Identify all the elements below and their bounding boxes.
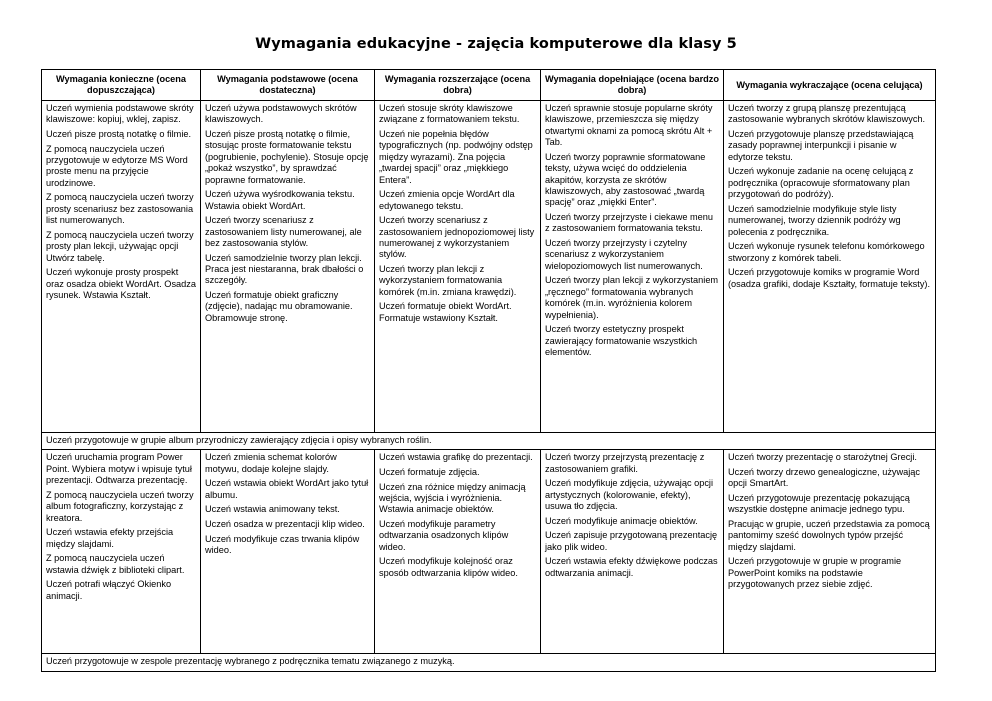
table-row-group-task-album bbox=[42, 433, 936, 450]
requirement-item: Uczeń zna różnice między animacją wejścia, wyjścia i wyróżnienia. Wstawia animacje obiektów. bbox=[379, 481, 526, 515]
requirement-item: Pracując w grupie, uczeń przedstawia za pomocą pantomimy sześć dowolnych typów przejść między slajdami. bbox=[728, 519, 930, 552]
document-title: Wymagania edukacyjne - zajęcia komputerowe dla klasy 5 bbox=[255, 36, 737, 52]
requirement-item: Uczeń pisze prostą notatkę o filmie. bbox=[46, 129, 192, 139]
header-cell-wykraczajace: Wymagania wykraczające (ocena celująca) bbox=[724, 70, 936, 101]
group-task-cell: Uczeń przygotowuje w zespole prezentację wybranego z podręcznika tematu związanego z muzyką. bbox=[42, 654, 936, 671]
requirement-item: Uczeń sprawnie stosuje popularne skróty klawiszowe, przemieszcza się między otwartymi oknami za pomocą skrótu Alt + Tab. bbox=[545, 103, 713, 148]
requirement-item: Uczeń tworzy przejrzyste i ciekawe menu z zastosowaniem formatowania tekstu. bbox=[545, 212, 713, 234]
requirement-item: Uczeń używa wyśrodkowania tekstu. Wstawia obiekt WordArt. bbox=[205, 189, 355, 211]
group-task-cell: Uczeń przygotowuje w grupie album przyrodniczy zawierający zdjęcia i opisy wybranych roślin. bbox=[42, 433, 936, 450]
requirement-item: Uczeń wymienia podstawowe skróty klawiszowe: kopiuj, wklej, zapisz. bbox=[46, 103, 194, 125]
requirement-item: Uczeń modyfikuje parametry odtwarzania osadzonych klipów wideo. bbox=[379, 519, 509, 552]
requirement-item: Uczeń wstawia obiekt WordArt jako tytuł albumu. bbox=[205, 478, 369, 500]
requirement-item: Uczeń tworzy z grupą planszę prezentującą zastosowanie wybranych skrótów klawiszowych. bbox=[728, 103, 926, 125]
requirement-item: Uczeń formatuje obiekt graficzny (zdjęcie), nadając mu obramowanie. Obramowuje stronę. bbox=[205, 290, 353, 323]
requirement-item: Z pomocą nauczyciela uczeń tworzy album fotograficzny, korzystając z kreatora. bbox=[46, 489, 194, 523]
table-cell bbox=[42, 101, 201, 433]
requirement-item: Uczeń wstawia efekty przejścia między slajdami. bbox=[46, 527, 174, 549]
requirement-item: Uczeń wykonuje zadanie na ocenę celującą z podręcznika (opracowuje sformatowany plan przygotowań do podróży). bbox=[728, 166, 914, 200]
requirement-item: Uczeń wstawia animowany tekst. bbox=[205, 504, 340, 515]
requirement-item: Z pomocą nauczyciela uczeń przygotowuje w edytorze MS Word proste menu na przyjęcie urodzinowe. bbox=[46, 143, 188, 188]
requirement-item: Uczeń osadza w prezentacji klip wideo. bbox=[205, 519, 365, 529]
table-cell bbox=[42, 450, 201, 654]
requirement-item: Uczeń tworzy estetyczny prospekt zawierający formatowanie wszystkich elementów. bbox=[545, 324, 698, 358]
table-row-group-task-music bbox=[42, 654, 936, 671]
requirements-table bbox=[41, 69, 936, 672]
requirement-item: Uczeń wykonuje prosty prospekt oraz osadza obiekt WordArt. Osadza rysunek. Wstawia Kształt. bbox=[46, 267, 196, 301]
table-cell bbox=[724, 101, 936, 433]
table-row-word-processing bbox=[42, 101, 936, 433]
requirement-item: Uczeń wstawia efekty dźwiękowe podczas odtwarzania animacji. bbox=[545, 556, 718, 578]
table-cell bbox=[201, 450, 375, 654]
header-cell-rozszerzajace: Wymagania rozszerzające (ocena dobra) bbox=[375, 70, 541, 101]
requirement-item: Uczeń przygotowuje prezentację pokazującą wszystkie dostępne animacje jednego typu. bbox=[728, 493, 910, 515]
requirement-item: Uczeń stosuje skróty klawiszowe związane z formatowaniem tekstu. bbox=[379, 103, 520, 125]
table-cell bbox=[375, 101, 541, 433]
requirement-item: Z pomocą nauczyciela uczeń wstawia dźwięk z biblioteki clipart. bbox=[46, 553, 185, 575]
requirement-item: Uczeń nie popełnia błędów typograficznych (np. podwójny odstęp między wyrazami). Zna pojęcia „twardej spacji” oraz „miękkiego Entera”. bbox=[379, 129, 533, 185]
table-row-presentations bbox=[42, 450, 936, 654]
requirement-item: Uczeń potrafi włączyć Okienko animacji. bbox=[46, 579, 172, 601]
requirement-item: Uczeń modyfikuje kolejność oraz sposób odtwarzania klipów wideo. bbox=[379, 556, 518, 578]
table-cell bbox=[541, 101, 724, 433]
requirement-item: Uczeń wstawia grafikę do prezentacji. bbox=[379, 452, 533, 463]
requirement-item: Uczeń tworzy scenariusz z zastosowaniem jednopoziomowej listy numerowanej z wykorzystaniem stylów. bbox=[379, 215, 535, 260]
requirement-item: Uczeń przygotowuje planszę przedstawiającą zasady poprawnej interpunkcji i pisanie w edytorze tekstu. bbox=[728, 129, 914, 162]
requirement-item: Uczeń tworzy plan lekcji z wykorzystaniem formatowania komórek (m.in. zmiana krawędzi). bbox=[379, 264, 517, 297]
header-row bbox=[42, 70, 936, 101]
requirement-item: Uczeń pisze prostą notatkę o filmie, stosując proste formatowanie tekstu (pogrubienie, pochylenie). Stosuje opcję „pokaż wszystko”, by sprawdzać poprawne formatowanie. bbox=[205, 129, 369, 185]
requirement-item: Uczeń przygotowuje komiks w programie Word (osadza grafiki, dodaje Kształty, formatuje teksty). bbox=[728, 267, 931, 289]
requirement-item: Uczeń przygotowuje w grupie w programie PowerPoint komiks na podstawie przygotowanych przez siebie zdjęć. bbox=[728, 556, 902, 590]
requirement-item: Uczeń zmienia schemat kolorów motywu, dodaje kolejne slajdy. bbox=[205, 452, 337, 474]
requirement-item: Uczeń modyfikuje zdjęcia, używając opcji artystycznych (kolorowanie, efekty), usuwa tło zdjęcia. bbox=[545, 478, 713, 512]
header-cell-podstawowe: Wymagania podstawowe (ocena dostateczna) bbox=[201, 70, 375, 101]
requirement-item: Z pomocą nauczyciela uczeń tworzy prosty scenariusz bez zastosowania list numerowanych. bbox=[46, 192, 194, 226]
requirement-item: Uczeń wykonuje rysunek telefonu komórkowego stworzony z komórek tabeli. bbox=[728, 241, 925, 263]
requirement-item: Uczeń samodzielnie tworzy plan lekcji. Praca jest niestaranna, brak dbałości o szczegóły. bbox=[205, 252, 364, 286]
table-cell bbox=[724, 450, 936, 654]
requirement-item: Uczeń tworzy poprawnie sformatowane teksty, używa wcięć do oddzielenia akapitów, korzysta ze skrótów klawiszowych, aby zastosować „twardą spację” oraz „miękki Enter”. bbox=[545, 151, 706, 208]
requirement-item: Uczeń tworzy plan lekcji z wykorzystaniem „ręcznego” formatowania wybranych komórek (m.in. wyróżnienia kolorem wypełnienia). bbox=[545, 275, 719, 320]
requirement-item: Uczeń samodzielnie modyfikuje style listy numerowanej, tworzy dziennik podróży wg polecenia z podręcznika. bbox=[728, 203, 901, 237]
requirement-item: Uczeń modyfikuje czas trwania klipów wideo. bbox=[205, 533, 360, 555]
requirement-item: Uczeń zapisuje przygotowaną prezentację jako plik wideo. bbox=[545, 530, 718, 552]
requirement-item: Uczeń tworzy drzewo genealogiczne, używając opcji SmartArt. bbox=[728, 467, 921, 489]
requirement-item: Uczeń używa podstawowych skrótów klawiszowych. bbox=[205, 103, 357, 125]
requirement-item: Uczeń formatuje zdjęcia. bbox=[379, 467, 480, 477]
table-cell bbox=[541, 450, 724, 654]
requirement-item: Uczeń tworzy przejrzystą prezentację z zastosowaniem grafiki. bbox=[545, 452, 705, 474]
requirement-item: Uczeń zmienia opcje WordArt dla edytowanego tekstu. bbox=[379, 189, 515, 211]
requirement-item: Uczeń tworzy scenariusz z zastosowaniem listy numerowanej, ale bez zastosowania stylów. bbox=[205, 215, 362, 249]
requirement-item: Uczeń formatuje obiekt WordArt. Formatuje wstawiony Kształt. bbox=[379, 301, 512, 323]
requirement-item: Uczeń modyfikuje animacje obiektów. bbox=[545, 515, 698, 526]
table-cell bbox=[375, 450, 541, 654]
requirement-item: Uczeń tworzy prezentację o starożytnej Grecji. bbox=[728, 452, 917, 463]
header-cell-dopelniajace: Wymagania dopełniające (ocena bardzo dobra) bbox=[541, 70, 724, 101]
header-cell-konieczne: Wymagania konieczne (ocena dopuszczająca) bbox=[42, 70, 201, 101]
requirement-item: Z pomocą nauczyciela uczeń tworzy prosty plan lekcji, używając opcji Utwórz tabelę. bbox=[46, 229, 194, 263]
requirement-item: Uczeń tworzy przejrzysty i czytelny scenariusz z wykorzystaniem wielopoziomowych list numerowanych. bbox=[545, 238, 703, 271]
table-cell bbox=[201, 101, 375, 433]
requirement-item: Uczeń uruchamia program Power Point. Wybiera motyw i wpisuje tytuł prezentacji. Odtwarza prezentację. bbox=[46, 452, 192, 486]
